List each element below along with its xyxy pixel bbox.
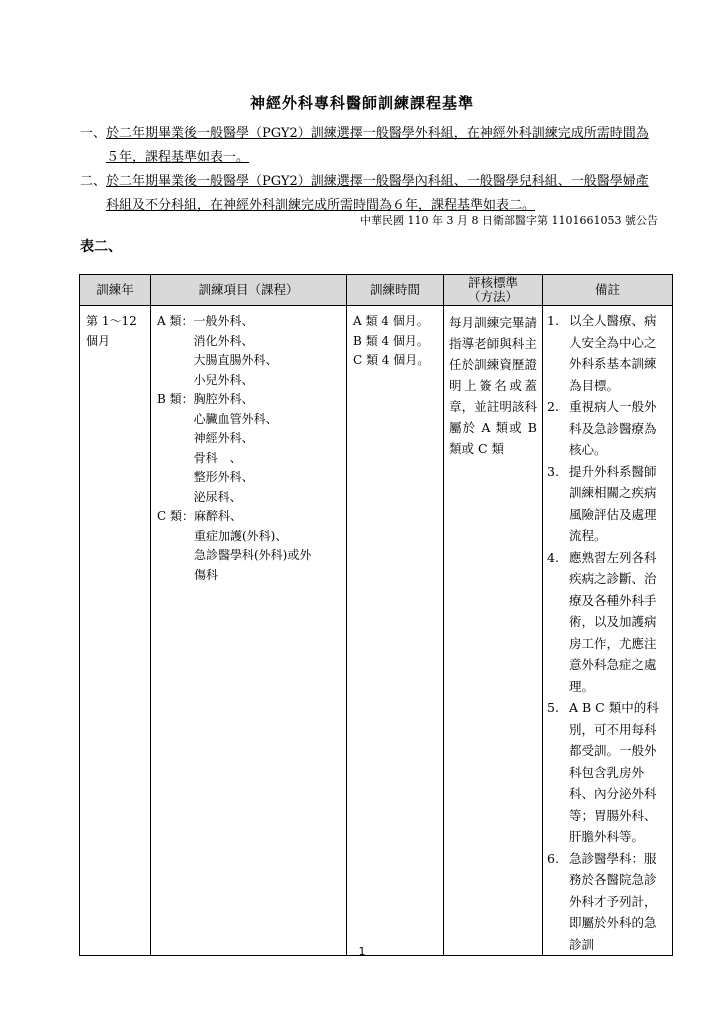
page-number: 1 xyxy=(358,945,366,958)
intro-item-1 xyxy=(80,122,660,170)
training-items-cell xyxy=(151,306,347,956)
intro-item-2 xyxy=(80,170,660,218)
note-item: 6. 急診醫學科：服務於各醫院急診外科才予列計，即屬於外科的急診訓 xyxy=(547,850,657,952)
duration-b: B 類 4 個月。 xyxy=(353,333,429,348)
training-time-cell xyxy=(347,306,444,956)
note-item: 5. A B C 類中的科別，可不用每科都受訓。一般外科包含乳房外科、內分泌外科等；胃腸外科、肝膽外科等。 xyxy=(547,700,659,844)
duration-a: A 類 4 個月。 xyxy=(353,314,429,328)
note-item: 4. 應熟習左列各科疾病之診斷、治療及各種外科手術，以及加護病房工作，尤應注意外科急症之處理。 xyxy=(547,549,657,694)
intro-number: 一、 xyxy=(80,126,107,141)
category-c: C 類： 麻醉科、 重症加護(外科)、 急診醫學科(外科)或外 傷科 xyxy=(157,509,312,582)
category-b: B 類： 胸腔外科、 心臟血管外科、 神經外科、 骨科 、 整形外科、 泌尿科、 xyxy=(157,392,278,504)
curriculum-table xyxy=(79,274,673,956)
table-header-row xyxy=(80,275,673,306)
note-item: 3. 提升外科系醫師訓練相關之疾病風險評估及處理流程。 xyxy=(547,463,657,543)
header-training-time: 訓練時間 xyxy=(347,275,444,306)
header-training-item: 訓練項目（課程） xyxy=(151,275,347,306)
announcement-notice: 中華民國 110 年 3 月 8 日衛部醫字第 1101661053 號公告 xyxy=(360,214,658,227)
training-year-cell: 第 1～12 個月 xyxy=(80,306,151,956)
note-item: 2. 重視病人一般外科及急診醫療為核心。 xyxy=(547,399,657,457)
table-row xyxy=(80,306,673,956)
intro-number: 二、 xyxy=(80,174,107,189)
document-title: 神經外科專科醫師訓練課程基準 xyxy=(249,94,474,112)
header-training-year: 訓練年 xyxy=(80,275,151,306)
evaluation-cell: 每月訓練完畢請指導老師與科主任於訓練資歷證明上簽名或蓋章，並註明該科屬於 A 類或 B 類或 C 類 xyxy=(444,306,543,956)
duration-c: C 類 4 個月。 xyxy=(353,353,430,367)
header-evaluation: 評核標準（方法） xyxy=(444,275,543,306)
intro-text: 於二年期畢業後一般醫學（PGY2）訓練選擇一般醫學外科組，在神經外科訓練完成所需時間為５年，課程基準如表一。 xyxy=(106,126,649,165)
notes-cell xyxy=(543,306,673,956)
table-label: 表二、 xyxy=(80,239,122,255)
intro-text: 於二年期畢業後一般醫學（PGY2）訓練選擇一般醫學內科組、一般醫學兒科組、一般醫學婦產科組及不分科組，在神經外科訓練完成所需時間為６年，課程基準如表二。 xyxy=(106,174,649,213)
category-a: A 類： 一般外科、 消化外科、 大腸直腸外科、 小兒外科、 xyxy=(157,314,278,387)
note-item: 1. 以全人醫療、病人安全為中心之外科系基本訓練為目標。 xyxy=(547,313,657,393)
header-notes: 備註 xyxy=(543,275,673,306)
